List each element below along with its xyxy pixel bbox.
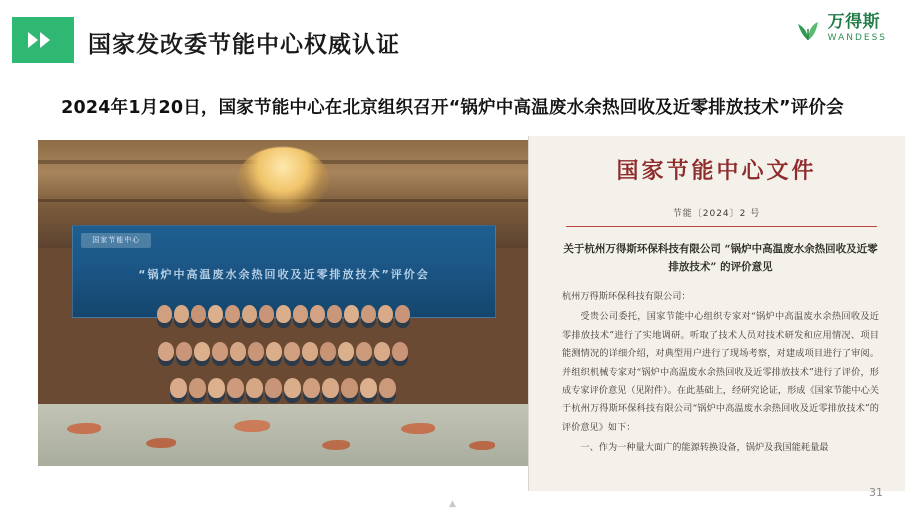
photo-carpet bbox=[38, 404, 528, 466]
slide-subtitle: 2024年1月20日，国家节能中心在北京组织召开“锅炉中高温废水余热回收及近零排放技术”评价会 bbox=[61, 98, 844, 118]
evaluation-meeting-group-photo bbox=[38, 140, 528, 466]
screen-banner-label: 国家节能中心 bbox=[81, 233, 151, 248]
wandess-leaf-icon bbox=[795, 16, 821, 42]
document-number: 节能〔2024〕2 号 bbox=[672, 209, 761, 219]
document-paragraph: 一、作为一种量大面广的能源转换设备，锅炉及我国能耗量最 bbox=[580, 442, 829, 454]
footer-decoration: ▲ bbox=[449, 499, 456, 509]
brand-logo bbox=[795, 14, 887, 43]
document-subject: 关于杭州万得斯环保科技有限公司 “锅炉中高温废水余热回收及近零排放技术” 的评价意见 bbox=[563, 243, 878, 274]
document-body bbox=[562, 288, 879, 460]
page-number: 31 bbox=[869, 486, 883, 499]
slide-header bbox=[0, 0, 905, 78]
photo-chandelier bbox=[237, 147, 329, 213]
document-paragraph: 受贵公司委托，国家节能中心组织专家对“锅炉中高温废水余热回收及近零排放技术”进行了实地调研。听取了技术人员对技术研发和应用情况、项目能测情况的详细介绍，对典型用户进行了现场考察，对建成项目进行了审阅。并组织机械专家对“锅炉中高温废水余热回收及近零排放技术”进行了评价，形成专家评价意见（见附件）。在此基础上，经研究论证，形成《国家节能中心关于杭州万得斯环保科技有限公司“锅炉中高温废水余热回收及近零排放技术”的评价意见》如下： bbox=[562, 311, 879, 433]
logo-name-en: WANDESS bbox=[827, 33, 887, 43]
slide-content bbox=[0, 136, 905, 491]
document-red-rule bbox=[566, 226, 877, 227]
photo-people-group bbox=[38, 303, 528, 411]
logo-name-cn: 万得斯 bbox=[827, 12, 881, 32]
document-title: 国家节能中心文件 bbox=[616, 158, 817, 184]
double-chevron-right-icon bbox=[12, 17, 74, 63]
document-divider bbox=[528, 136, 529, 491]
national-energy-center-document bbox=[528, 136, 905, 491]
document-salutation: 杭州万得斯环保科技有限公司： bbox=[562, 291, 691, 302]
page-title: 国家发改委节能中心权威认证 bbox=[88, 32, 400, 58]
screen-banner-text: “锅炉中高温废水余热回收及近零排放技术”评价会 bbox=[138, 267, 430, 281]
